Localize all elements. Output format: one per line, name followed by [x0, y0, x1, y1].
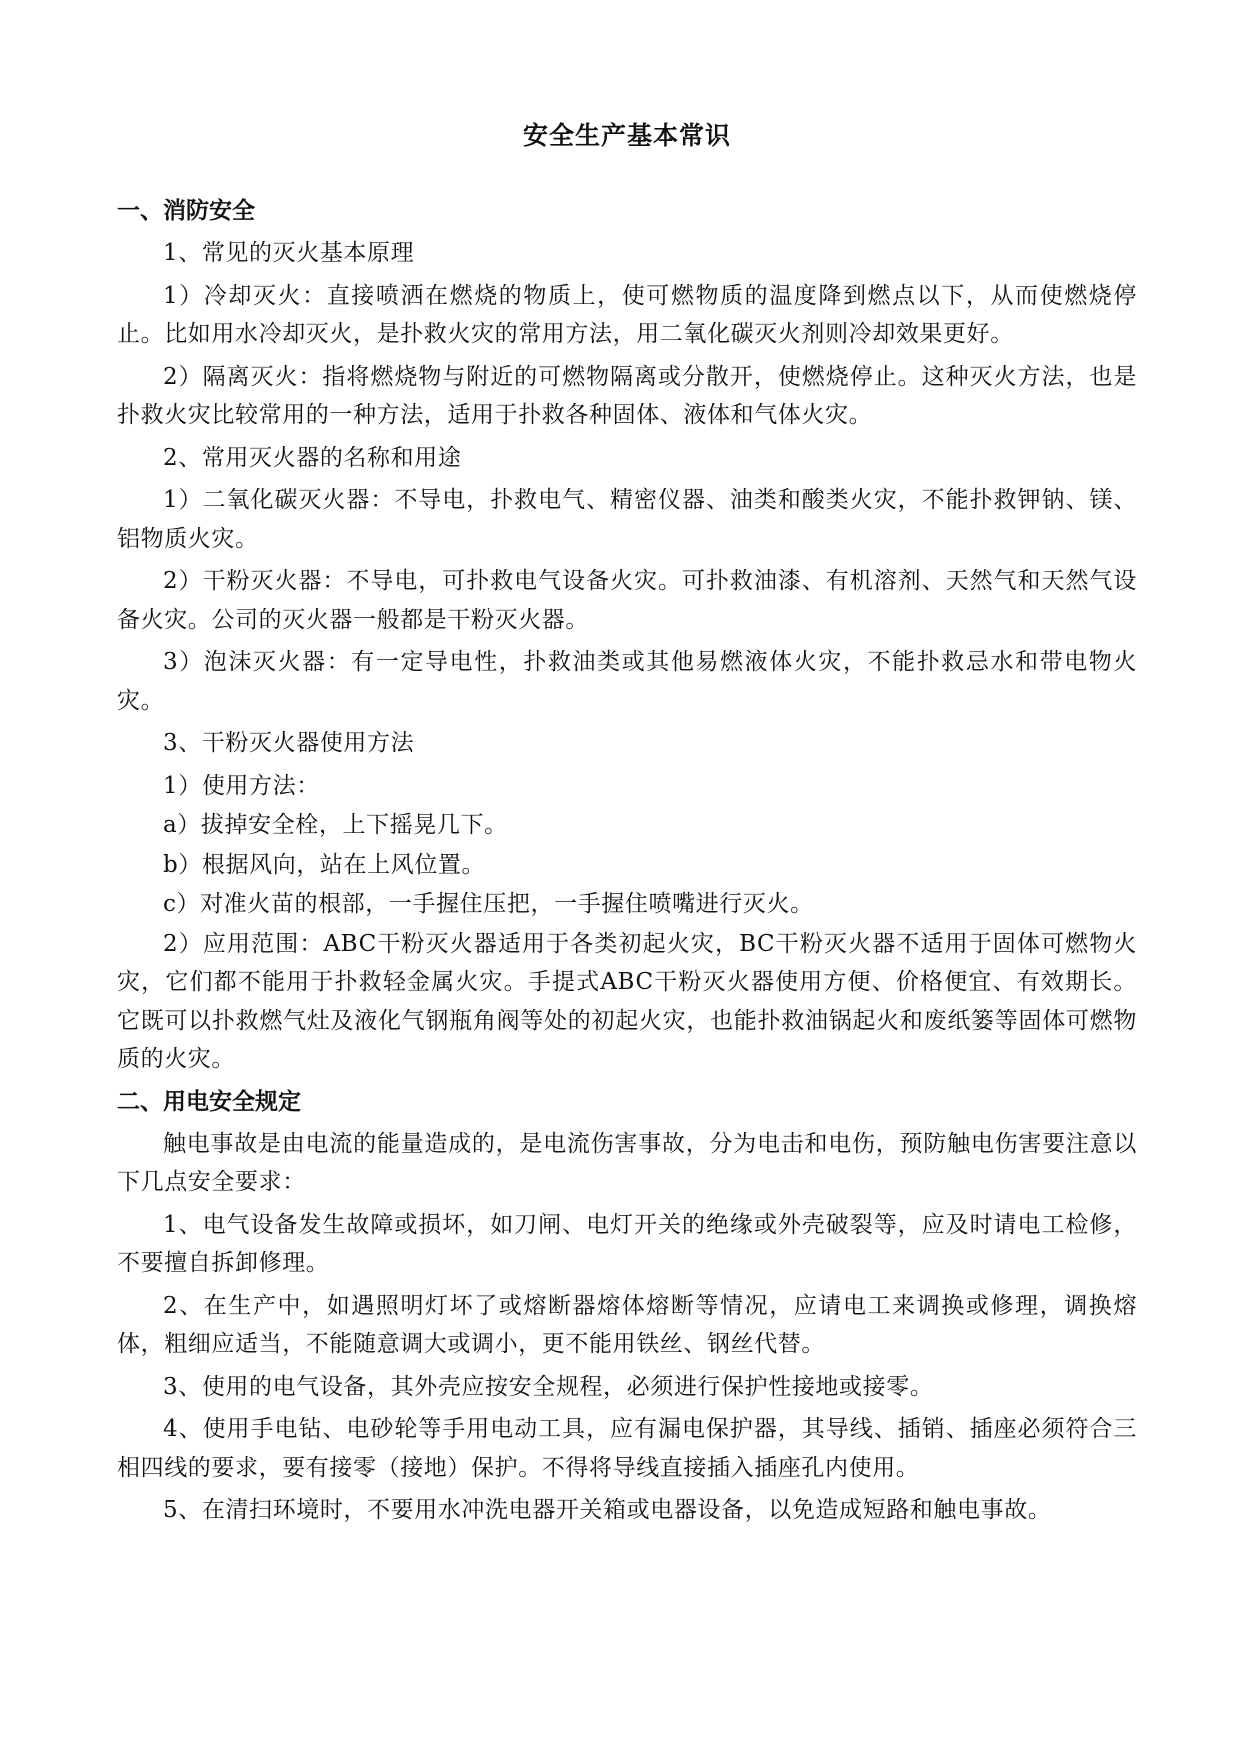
section-heading: 二、用电安全规定 [117, 1088, 301, 1115]
paragraph: 2）隔离灭火：指将燃烧物与附近的可燃物隔离或分散开，使燃烧停止。这种灭火方法，也是扑救火灾比较常用的一种方法，适用于扑救各种固体、液体和气体火灾。 [117, 363, 1137, 428]
paragraph: 1、常见的灭火基本原理 [163, 240, 415, 266]
paragraph: 4、使用手电钻、电砂轮等手用电动工具，应有漏电保护器，其导线、插销、插座必须符合三相四线的要求，要有接零（接地）保护。不得将导线直接插入插座孔内使用。 [117, 1416, 1137, 1481]
paragraph: 触电事故是由电流的能量造成的，是电流伤害事故，分为电击和电伤，预防触电伤害要注意以下几点安全要求： [117, 1130, 1137, 1195]
section-heading: 一、消防安全 [117, 198, 255, 224]
section-electrical-safety [117, 1083, 1137, 1530]
paragraph: 2）干粉灭火器：不导电，可扑救电气设备火灾。可扑救油漆、有机溶剂、天然气和天然气设备火灾。公司的灭火器一般都是干粉灭火器。 [117, 568, 1137, 633]
paragraph: a）拔掉安全栓，上下摇晃几下。 [163, 812, 508, 838]
paragraph: 1）二氧化碳灭火器：不导电，扑救电气、精密仪器、油类和酸类火灾，不能扑救钾钠、镁、铝物质火灾。 [117, 487, 1137, 552]
paragraph: 1）使用方法： [163, 772, 320, 799]
paragraph: b）根据风向，站在上风位置。 [163, 851, 486, 878]
paragraph: 2）应用范围：ABC干粉灭火器适用于各类初起火灾，BC干粉灭火器不适用于固体可燃物火灾，它们都不能用于扑救轻金属火灾。手提式ABC干粉灭火器使用方便、价格便宜、有效期长。它既可以扑救燃气灶及液化气钢瓶角阀等处的初起火灾，也能扑救油锅起火和废纸篓等固体可燃物质的火灾。 [117, 930, 1137, 1072]
paragraph: 3、使用的电气设备，其外壳应按安全规程，必须进行保护性接地或接零。 [163, 1373, 934, 1400]
paragraph: c）对准火苗的根部，一手握住压把，一手握住喷嘴进行灭火。 [163, 891, 814, 917]
paragraph: 3、干粉灭火器使用方法 [163, 730, 415, 756]
paragraph: 2、在生产中，如遇照明灯坏了或熔断器熔体熔断等情况，应请电工来调换或修理，调换熔体，粗细应适当，不能随意调大或调小，更不能用铁丝、钢丝代替。 [117, 1292, 1137, 1357]
paragraph: 1）冷却灭火：直接喷洒在燃烧的物质上，使可燃物质的温度降到燃点以下，从而使燃烧停止。比如用水冷却灭火，是扑救火灾的常用方法，用二氧化碳灭火剂则冷却效果更好。 [117, 282, 1137, 347]
section-fire-safety [117, 192, 1137, 1079]
paragraph: 5、在清扫环境时，不要用水冲洗电器开关箱或电器设备，以免造成短路和触电事故。 [163, 1497, 1052, 1523]
paragraph: 3）泡沫灭火器：有一定导电性，扑救油类或其他易燃液体火灾，不能扑救忌水和带电物火灾。 [117, 649, 1137, 714]
paragraph: 1、电气设备发生故障或损坏，如刀闸、电灯开关的绝缘或外壳破裂等，应及时请电工检修，不要擅自拆卸修理。 [117, 1211, 1137, 1276]
page-title: 安全生产基本常识 [522, 121, 731, 150]
paragraph: 2、常用灭火器的名称和用途 [163, 444, 462, 471]
